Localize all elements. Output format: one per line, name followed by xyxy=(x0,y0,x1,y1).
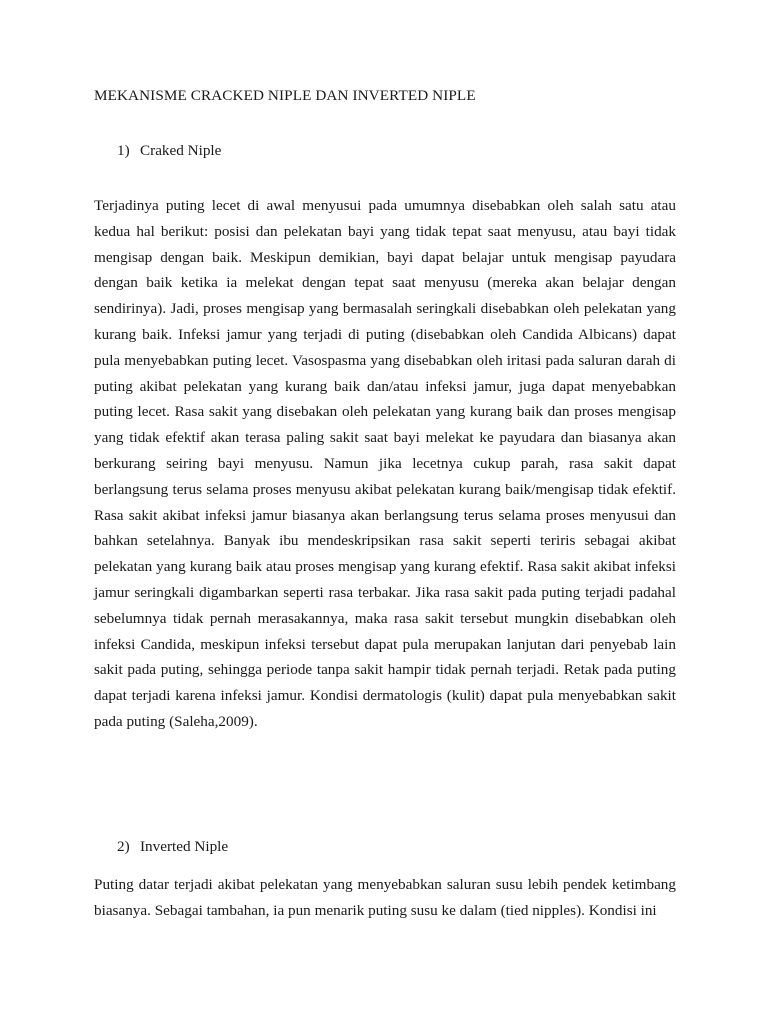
section-heading-inverted-nipple xyxy=(117,838,228,856)
section-number: 1) xyxy=(117,142,130,159)
document-title: MEKANISME CRACKED NIPLE DAN INVERTED NIPLE xyxy=(94,87,476,104)
section-paragraph-cracked-nipple: Terjadinya puting lecet di awal menyusui pada umumnya disebabkan oleh salah satu atau kedua hal berikut: posisi dan pelekatan bayi yang tidak tepat saat menyusu, atau bayi tidak mengisap dengan baik. Meskipun demikian, bayi dapat belajar untuk mengisap payudara dengan baik ketika ia melekat dengan tepat saat menyusu (mereka akan belajar dengan sendirinya). Jadi, proses mengisap yang bermasalah seringkali disebabkan oleh pelekatan yang kurang baik. Infeksi jamur yang terjadi di puting (disebabkan oleh Candida Albicans) dapat pula menyebabkan puting lecet. Vasospasma yang disebabkan oleh iritasi pada saluran darah di puting akibat pelekatan yang kurang baik dan/atau infeksi jamur, juga dapat menyebabkan puting lecet. Rasa sakit yang disebakan oleh pelekatan yang kurang baik dan proses mengisap yang tidak efektif akan terasa paling sakit saat bayi melekat ke payudara dan biasanya akan berkurang seiring bayi menyusu. Namun jika lecetnya cukup parah, rasa sakit dapat berlangsung terus selama proses menyusu akibat pelekatan kurang baik/mengisap tidak efektif. Rasa sakit akibat infeksi jamur biasanya akan berlangsung terus selama proses menyusui dan bahkan setelahnya. Banyak ibu mendeskripsikan rasa sakit seperti teriris sebagai akibat pelekatan yang kurang baik atau proses mengisap yang kurang efektif. Rasa sakit akibat infeksi jamur seringkali digambarkan seperti rasa terbakar. Jika rasa sakit pada puting terjadi padahal sebelumnya tidak pernah merasakannya, maka rasa sakit tersebut mungkin disebabkan oleh infeksi Candida, meskipun infeksi tersebut dapat pula merupakan lanjutan dari penyebab lain sakit pada puting, sehingga periode tanpa sakit hampir tidak pernah terjadi. Retak pada puting dapat terjadi karena infeksi jamur. Kondisi dermatologis (kulit) dapat pula menyebabkan sakit pada puting (Saleha,2009). xyxy=(94,197,676,730)
section-heading-text: Inverted Niple xyxy=(140,838,229,855)
section-paragraph-inverted-nipple: Puting datar terjadi akibat pelekatan yang menyebabkan saluran susu lebih pendek ketimbang biasanya. Sebagai tambahan, ia pun menarik puting susu ke dalam (tied nipples). Kondisi ini xyxy=(94,876,676,919)
section-heading-text: Craked Niple xyxy=(140,142,222,159)
section-heading-cracked-nipple xyxy=(117,142,221,160)
section-number: 2) xyxy=(117,838,130,855)
